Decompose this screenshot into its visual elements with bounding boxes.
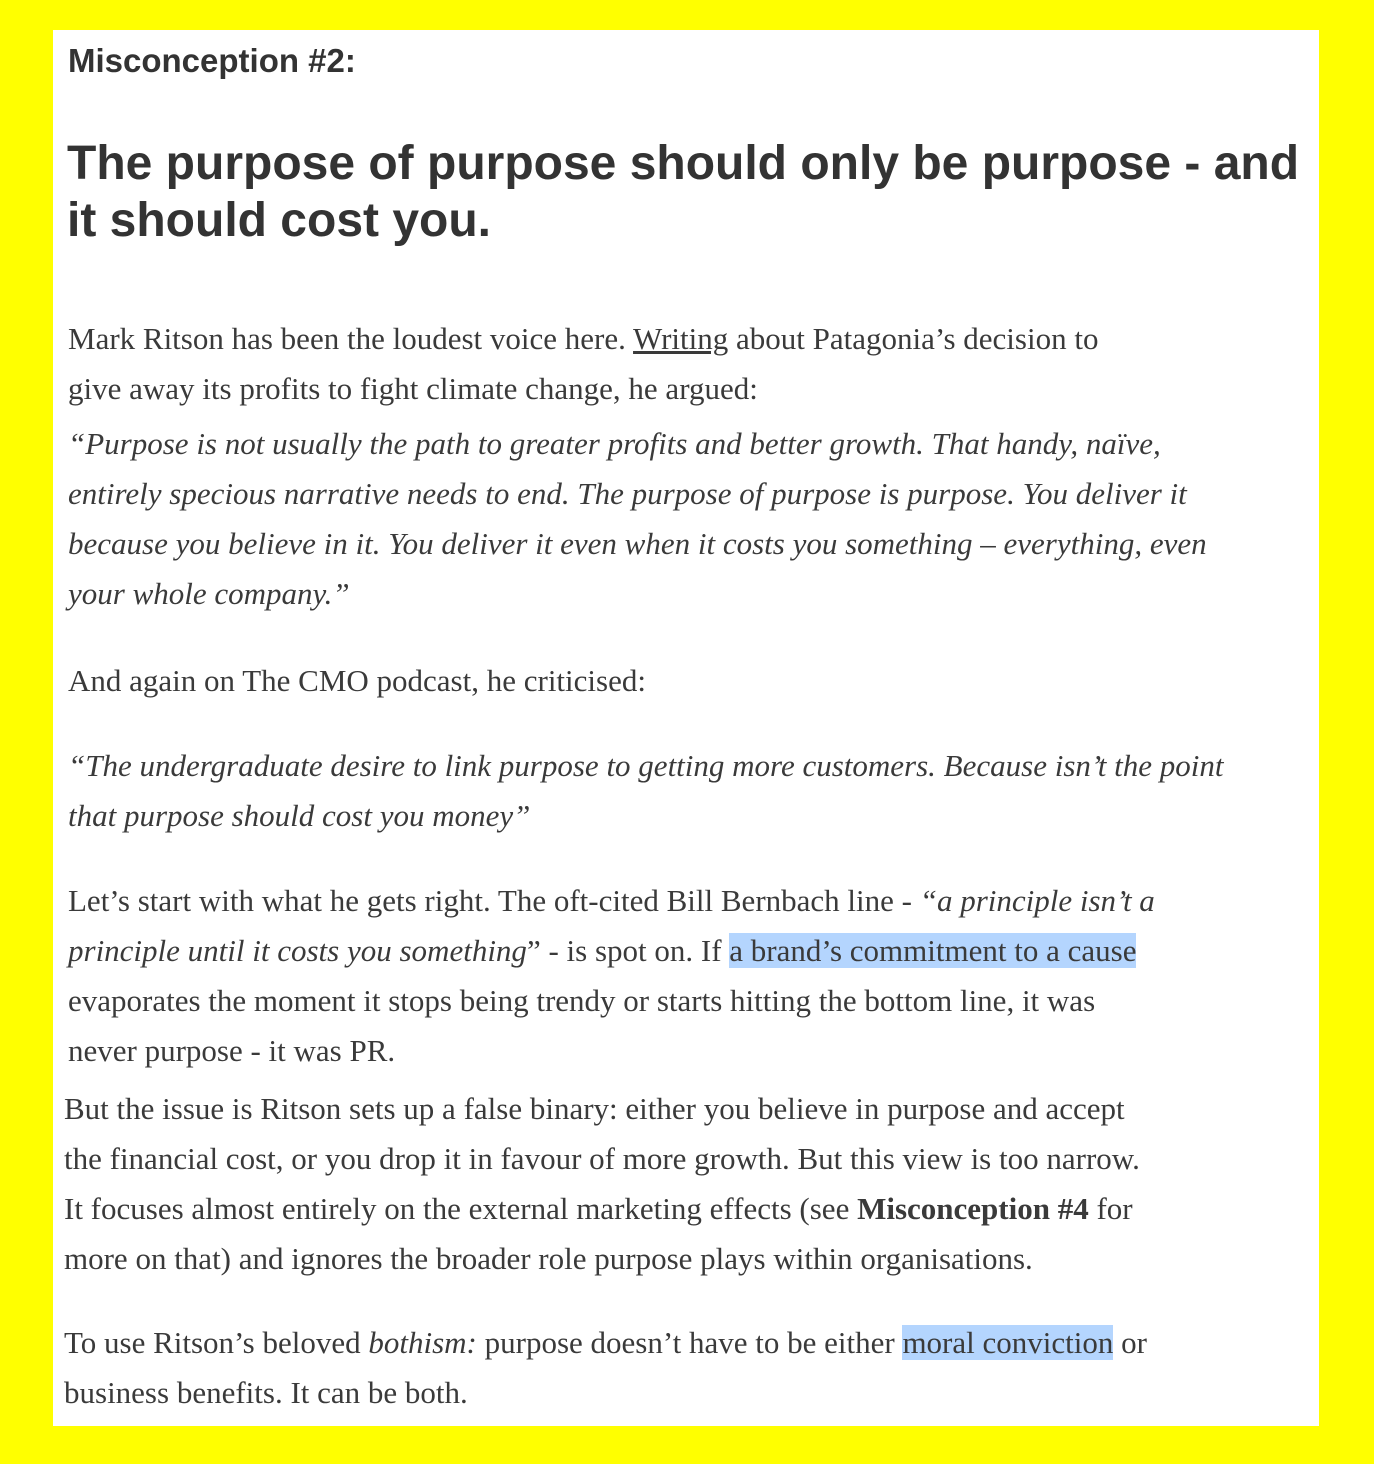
issue-line-3: It focuses almost entirely on the external marketing effects (see Misconception #4 for	[64, 1191, 1133, 1226]
issue-paragraph	[64, 1084, 1140, 1284]
quote-1-line-1: “Purpose is not usually the path to greater profits and better growth. That handy, naïve,	[68, 426, 1161, 461]
bernbach-line-2: principle until it costs you something” - is spot on. If a brand’s commitment to a cause	[68, 933, 1137, 968]
issue-line-2: the financial cost, or you drop it in favour of more growth. But this view is too narrow.	[64, 1141, 1140, 1176]
ritson-quote-1	[68, 419, 1207, 619]
bernbach-line-1: Let’s start with what he gets right. The oft-cited Bill Bernbach line - “a principle isn’t a	[68, 883, 1155, 918]
issue-line-4: more on that) and ignores the broader role purpose plays within organisations.	[64, 1241, 1033, 1276]
headline: The purpose of purpose should only be purpose - and it should cost you.	[67, 137, 1300, 247]
bernbach-line-4: never purpose - it was PR.	[68, 1033, 396, 1068]
bothism-paragraph	[64, 1318, 1147, 1418]
issue-line-1: But the issue is Ritson sets up a false binary: either you believe in purpose and accept	[64, 1091, 1125, 1126]
article-card	[53, 30, 1319, 1426]
intro-paragraph	[68, 314, 1098, 414]
intro-line-1: Mark Ritson has been the loudest voice here. Writing about Patagonia’s decision to	[68, 321, 1099, 356]
quote-1-line-2: entirely specious narrative needs to end. The purpose of purpose is purpose. You deliver it	[68, 476, 1187, 511]
bothism-line-2: business benefits. It can be both.	[64, 1375, 468, 1410]
quote-2-line-2: that purpose should cost you money”	[68, 798, 531, 833]
writing-link[interactable]: Writing	[633, 321, 729, 356]
bernbach-paragraph	[68, 876, 1155, 1076]
misconception-label: Misconception #2:	[68, 42, 356, 79]
highlighted-text[interactable]: a brand’s commitment to a cause	[729, 933, 1137, 968]
intro-line-2: give away its profits to fight climate change, he argued:	[68, 371, 758, 406]
ritson-quote-2	[68, 741, 1223, 841]
quote-1-line-4: your whole company.”	[68, 576, 350, 611]
bernbach-line-3: evaporates the moment it stops being trendy or starts hitting the bottom line, it was	[68, 983, 1096, 1018]
quote-2-line-1: “The undergraduate desire to link purpose to getting more customers. Because isn’t the point	[68, 748, 1224, 783]
quote-1-line-3: because you believe in it. You deliver it even when it costs you something – everything, even	[68, 526, 1207, 561]
podcast-paragraph: And again on The CMO podcast, he criticised:	[68, 663, 646, 698]
bothism-line-1: To use Ritson’s beloved bothism: purpose doesn’t have to be either moral conviction or	[64, 1325, 1147, 1360]
highlighted-text[interactable]: moral conviction	[902, 1325, 1114, 1360]
